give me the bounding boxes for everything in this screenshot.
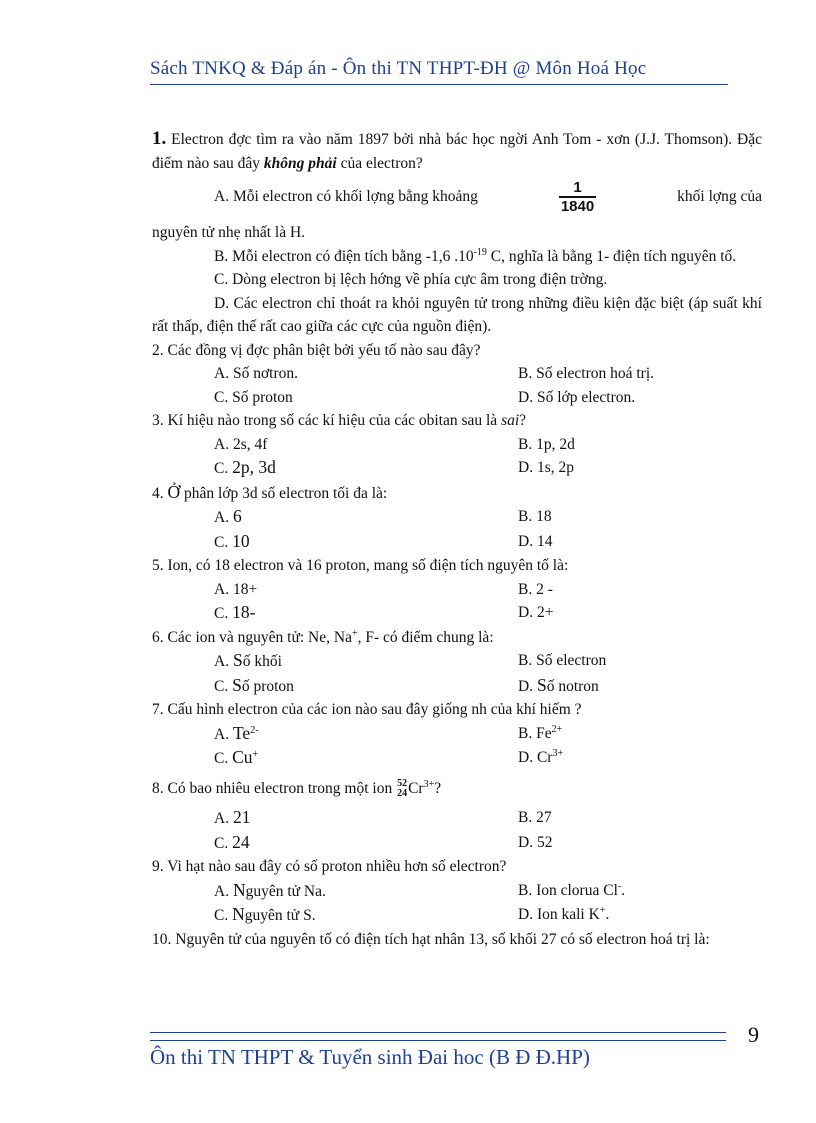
option-d: D. Số lớp electron. [518,388,636,406]
option-b: B. Ion clorua Cl-. [518,880,626,899]
question-7-options-ab [152,722,762,747]
emphasis-text: sai [501,412,520,429]
question-1-option-a-cont: nguyên tử nhẹ nhất là H. [152,224,306,241]
option-c: C. 24 [214,831,250,852]
question-1-option-c: C. Dòng electron bị lệch hớng về phía cực âm trong điện trờng. [214,271,608,288]
option-a: A. Số nơtron. [214,365,298,382]
option-d: D. 14 [518,532,553,550]
question-8-stem: 8. Có bao nhiêu electron trong một ion 52 24 $Cr^{3+}$? [152,777,442,799]
option-c: C. Số proton [214,388,293,406]
question-3-options-cd [152,456,762,481]
fraction: $\frac{1}{1840}$ [560,179,595,215]
question-9-options-cd [152,903,762,928]
option-a: A. 6 [214,506,242,526]
option-c: C. Cu+ [214,747,259,767]
option-d: D. 2+ [518,604,554,621]
option-c: C. 10 [214,530,250,551]
option-b: B. 18 [518,508,552,525]
question-1-option-d: D. Các electron chỉ thoát ra khỏi nguyên tử trong những điều kiện đặc biệt (áp suất khí rất thấp, điện thế rất cao giữa các cực của nguồn điện). [152,294,762,335]
option-c: C. 2p, 3d [214,457,276,477]
question-list [152,125,762,951]
question-2-options-cd [152,386,762,410]
page-number: 9 [748,1022,759,1047]
option-b: B. Số electron hoá trị. [518,365,655,382]
question-4-options-cd [152,530,762,555]
question-5-stem: 5. Ion, có 18 electron và 16 proton, mang số điện tích nguyên tố là: [152,557,569,574]
footer-double-rule [150,1032,726,1041]
question-2-options-ab [152,362,762,386]
question-4-options-ab [152,505,762,530]
question-2-stem: 2. Các đồng vị đợc phân biệt bởi yếu tố nào sau đây? [152,341,481,359]
option-a: A. 18+ [214,580,258,598]
question-6-options-ab [152,649,762,674]
question-10-stem: 10. Nguyên tử của nguyên tố có điện tích hạt nhân 13, số khối 27 có số electron hoá trị là: [152,930,710,948]
option-c: C. Nguyên tử S. [214,904,316,924]
question-5-options-cd [152,601,762,626]
question-1-option-a: A. Mỗi electron có khối lợng bằng khoảng $\frac{1}{1840}$ khối lợng của [214,179,762,215]
question-1-option-b: B. Mỗi electron có điện tích bằng -1,6 $.10^{-19}$ C, nghĩa là bằng 1- điện tích nguyên tố. [214,246,737,265]
option-c: C. 18- [214,602,256,622]
option-b: B. $Fe^{2+}$ [518,723,563,742]
question-8-options-cd [152,831,762,856]
option-d: D. 1s, 2p [518,459,574,476]
question-1-number: 1. [152,128,167,149]
question-4-stem: 4. Ở phân lớp 3d số electron tối đa là: [152,481,388,502]
question-6-stem: 6. Các ion và nguyên tử: Ne, Na+, F- có điểm chung là: [152,627,494,646]
option-b: B. 27 [518,809,552,826]
option-a: A. $Te^{2-}$ [214,722,259,743]
question-5-options-ab [152,578,762,602]
question-8-options-ab [152,806,762,831]
question-9-stem: 9. Vi hạt nào sau đây có số proton nhiều hơn số electron? [152,858,507,875]
question-7-options-cd [152,746,762,771]
option-d: D. Ion kali K+. [518,904,610,923]
option-a: A. Nguyên tử Na. [214,879,326,900]
option-b: B. 2 - [518,580,553,598]
isotope-notation: 52 24 [397,777,408,799]
question-6-options-cd [152,674,762,699]
question-1-stem: 1. Electron đợc tìm ra vào năm 1897 bởi nhà bác học ngời Anh Tom - xơn (J.J. Thomson). Đặc điểm nào sau đây không phải của electron? [152,128,762,172]
option-a: A. 21 [214,807,251,827]
option-b: B. 1p, 2d [518,435,575,453]
option-c: C. Số proton [214,674,294,695]
option-d: D. Số notron [518,674,599,695]
question-7-stem: 7. Cấu hình electron của các ion nào sau đây giống nh của khí hiếm ? [152,701,582,718]
page-header: Sách TNKQ & Đáp án - Ôn thi TN THPT-ĐH @ Môn Hoá Học [150,58,647,79]
option-b: B. Số electron [518,652,607,669]
option-d: D. $Cr^{3+}$ [518,747,564,766]
header-underline [150,84,728,85]
option-a: A. 2s, 4f [214,435,268,453]
question-3-options-ab [152,433,762,457]
option-a: A. Số khối [214,650,282,670]
page-footer: Ôn thi TN THPT & Tuyển sinh Đai hoc (B Đ Đ.HP) [150,1045,590,1069]
emphasis-text: không phải [263,154,337,172]
question-3-stem: 3. Kí hiệu nào trong số các kí hiệu của các obitan sau là sai? [152,412,527,429]
option-d: D. 52 [518,833,553,851]
question-9-options-ab [152,879,762,904]
